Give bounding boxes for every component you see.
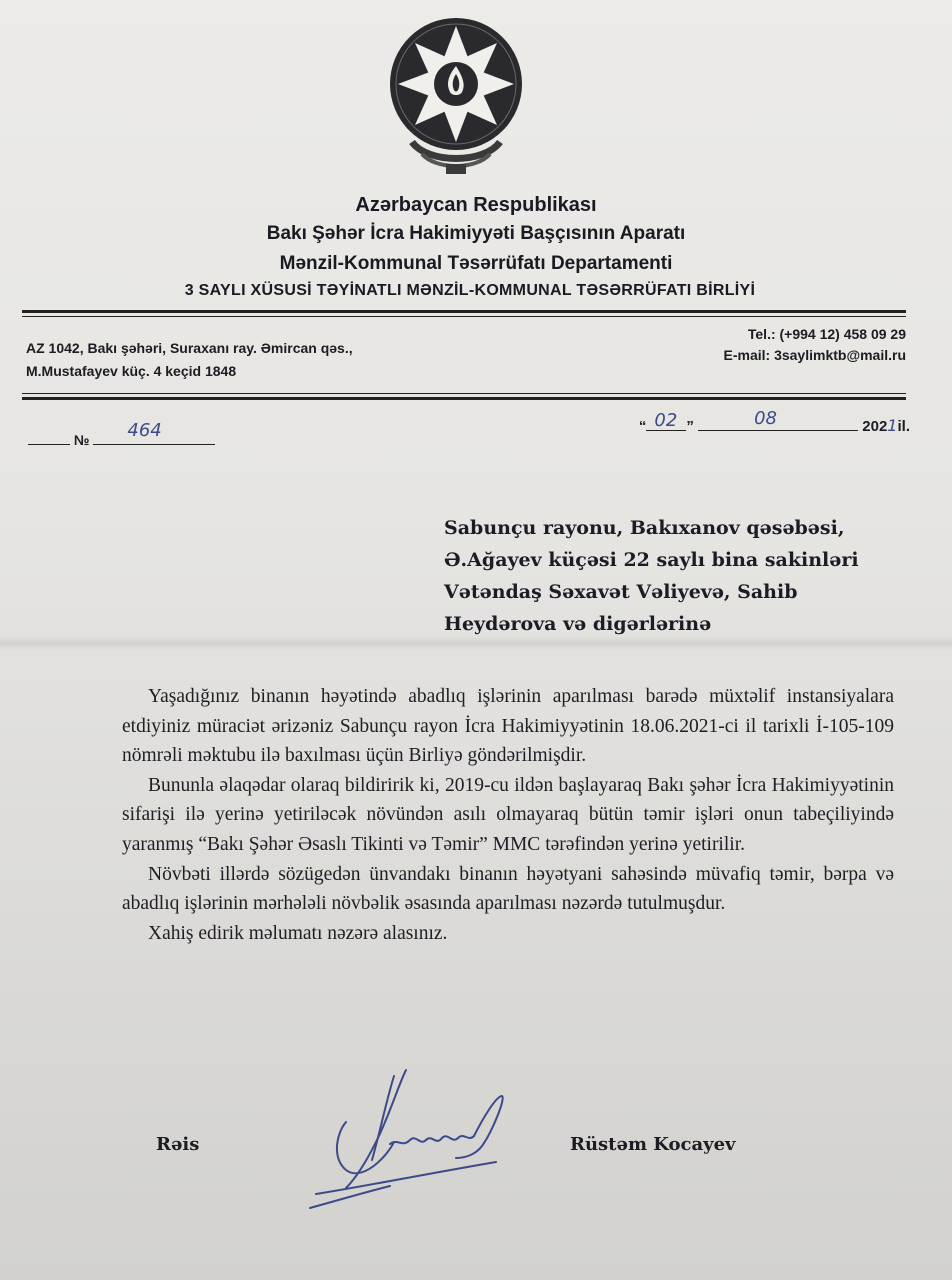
signatory-role: Rəis: [156, 1134, 200, 1155]
date-year-unit: il.: [897, 418, 910, 435]
addressee-line: Heydərova və digərlərinə: [444, 613, 712, 635]
body-paragraph: Xahiş edirik məlumatı nəzərə alasınız.: [148, 922, 448, 944]
phone-text: Tel.: (+994 12) 458 09 29: [747, 326, 906, 342]
number-value: 464: [127, 420, 162, 441]
department-heading: Mənzil-Kommunal Təsərrüfatı Departamenti: [279, 253, 673, 274]
handwritten-signature-icon: [306, 1062, 516, 1212]
reference-date: “ 02 ” 08 2021il.: [638, 408, 910, 435]
addressee-block: [444, 512, 859, 640]
number-label: №: [73, 432, 90, 448]
date-year-suffix: 1: [887, 416, 898, 435]
authority-heading: Bakı Şəhər İcra Hakimiyyəti Başçısının Aparatı: [266, 223, 686, 244]
header-rule: [22, 316, 906, 317]
country-heading: Azərbaycan Respublikası: [355, 194, 597, 216]
reference-number: [28, 420, 215, 448]
date-day: 02: [654, 410, 678, 431]
organization-heading: 3 SAYLI XÜSUSİ TƏYİNATLI MƏNZİL-KOMMUNAL TƏSƏRRÜFATI BİRLİYİ: [184, 282, 756, 299]
email-text: E-mail: 3saylimktb@mail.ru: [723, 347, 906, 363]
header-rule: [22, 310, 906, 313]
header-rule: [22, 397, 906, 400]
addressee-line: Ə.Ağayev küçəsi 22 saylı bina sakinləri: [444, 549, 859, 571]
signatory-name: Rüstəm Kocayev: [570, 1134, 736, 1155]
letter-body: [122, 682, 894, 948]
addressee-line: Vətəndaş Səxavət Vəliyevə, Sahib: [444, 581, 798, 603]
body-paragraph: Bununla əlaqədar olaraq bildiririk ki, 2019-cu ildən başlayaraq Bakı şəhər İcra Hakimiyyətinin sifarişi ilə yerinə yetiriləcək növündən asılı olmayaraq bütün təmir işləri onun tabeçiliyində yaranmış “Bakı Şəhər Əsaslı Tikinti və Təmir” MMC tərəfindən yerinə yetirilir.: [122, 774, 894, 855]
address-line-1: AZ 1042, Bakı şəhəri, Suraxanı ray. Əmircan qəs.,: [26, 340, 353, 356]
date-year-prefix: 202: [862, 418, 888, 435]
state-emblem-icon: [378, 14, 534, 184]
addressee-line: Sabunçu rayonu, Bakıxanov qəsəbəsi,: [444, 517, 845, 539]
date-month: 08: [754, 408, 777, 429]
body-paragraph: Yaşadığınız binanın həyətində abadlıq işlərinin aparılması barədə müxtəlif instansiyalara etdiyiniz müraciət ərizəniz Sabunçu rayon İcra Hakimiyyətinin 18.06.2021-ci il tarixli İ-105-109 nömrəli məktubu ilə baxılması üçün Birliyə göndərilmişdir.: [122, 686, 894, 767]
header-rule: [22, 393, 906, 394]
body-paragraph: Növbəti illərdə sözügedən ünvandakı binanın həyətyani sahəsində müvafiq təmir, bərpa və abadlıq işlərinin mərhələli növbəlik əsasında aparılması nəzərdə tutulmuşdur.: [122, 863, 894, 915]
address-line-2: M.Mustafayev küç. 4 keçid 1848: [26, 363, 237, 379]
